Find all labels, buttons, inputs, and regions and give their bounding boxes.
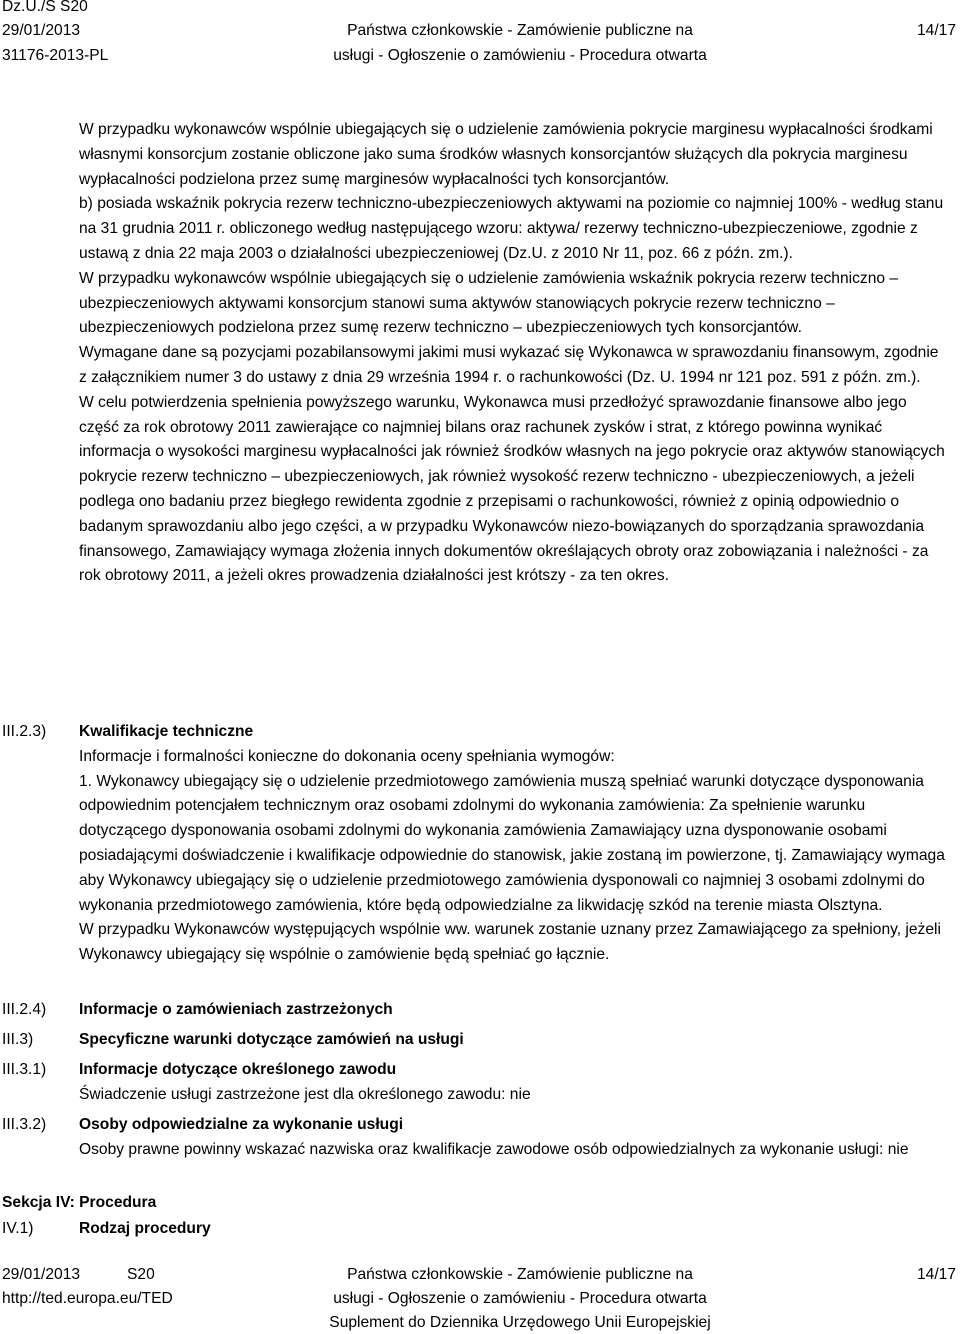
paragraph: Świadczenie usługi zastrzeżone jest dla określonego zawodu: nie — [79, 1085, 531, 1103]
header-title-line1: Państwa członkowskie - Zamówienie publiczne na — [347, 22, 693, 39]
section-profession — [79, 1058, 945, 1108]
section-number: III.3) — [2, 1031, 34, 1048]
footer-page-number: 14/17 — [916, 1266, 956, 1283]
section-number: III.3.1) — [2, 1061, 47, 1078]
header-notice-id: 31176-2013-PL — [2, 47, 109, 64]
header-date: 29/01/2013 — [2, 22, 81, 39]
footer-supplement: Suplement do Dziennika Urzędowego Unii Europejskiej — [329, 1314, 711, 1331]
section-title: Informacje o zamówieniach zastrzeżonych — [79, 1001, 393, 1018]
paragraph: Osoby prawne powinny wskazać nazwiska oraz kwalifikacje zawodowe osób odpowiedzialnych za wykonanie usługi: nie — [79, 1140, 909, 1158]
section-title: Kwalifikacje techniczne — [79, 723, 254, 740]
section-title: Informacje dotyczące określonego zawodu — [79, 1061, 397, 1078]
section-staff-responsible — [79, 1113, 945, 1163]
footer-url-link[interactable]: http://ted.europa.eu/TED — [2, 1290, 173, 1307]
section-title: Osoby odpowiedzialne za wykonanie usługi — [79, 1116, 404, 1133]
section-number: IV.1) — [2, 1220, 34, 1237]
footer-series: S20 — [127, 1266, 155, 1283]
paragraph: Informacje i formalności konieczne do dokonania oceny spełniania wymogów: — [79, 747, 615, 765]
paragraph: Wymagane dane są pozycjami pozabilansowymi jakimi musi wykazać się Wykonawca w sprawozdaniu finansowym, zgodnie z załącznikiem numer 3 do ustawy z dnia 29 września 1994 r. o rachunkowości (Dz. U. 1994 nr 121 poz. 591 z późn. zm.). — [79, 344, 939, 386]
section-title: Specyficzne warunki dotyczące zamówień na usługi — [79, 1031, 464, 1048]
paragraph: 1. Wykonawcy ubiegający się o udzielenie przedmiotowego zamówienia muszą spełniać warunki dotyczące dysponowania odpowiednim potencjałem technicznym oraz osobami zdolnymi do wykonania zamówienia: Za spełnienie warunku dotyczącego dysponowania osobami zdolnymi do wykonania zamówienia Zamawiający uzna dysponowanie osobami posiadającymi doświadczenie i kwalifikacje odpowiednie do stanowisk, jakie zostaną im powierzone, tj. Zamawiający wymaga aby Wykonawcy ubiegający się o udzielenie przedmiotowego zamówienia dysponowali co najmniej 3 osobami zdolnymi do wykonania przedmiotowego zamówienia, które będą odpowiedzialne za likwidację szkód na terenie miasta Olsztyna. — [79, 772, 945, 914]
footer-title-line2: usługi - Ogłoszenie o zamówieniu - Procedura otwarta — [333, 1290, 707, 1307]
paragraph: W przypadku wykonawców wspólnie ubiegających się o udzielenie zamówienia wskaźnik pokrycia rezerw techniczno – ubezpieczeniowych aktywami konsorcjum stanowi suma aktywów stanowiących pokrycie rezerw techniczno – ubezpieczeniowych podzielona przez sumę rezerw techniczno – ubezpieczeniowych tych konsorcjantów. — [79, 269, 899, 337]
paragraph: b) posiada wskaźnik pokrycia rezerw techniczno-ubezpieczeniowych aktywami na poziomie co najmniej 100% - według stanu na 31 grudnia 2011 r. obliczonego według następującego wzoru: aktywa/ rezerwy techniczno-ubezpieczeniowe, zgodnie z ustawą z dnia 22 maja 2003 o działalności ubezpieczeniowej (Dz.U. z 2010 Nr 11, poz. 66 z późn. zm.). — [79, 195, 944, 262]
section-number: III.2.4) — [2, 1001, 47, 1018]
header-title-line2: usługi - Ogłoszenie o zamówieniu - Procedura otwarta — [333, 47, 707, 64]
header-page-number: 14/17 — [916, 22, 956, 39]
section-iv-title: Sekcja IV: Procedura — [2, 1194, 157, 1211]
header-journal-ref: Dz.U./S S20 — [2, 0, 88, 15]
footer-date: 29/01/2013 — [2, 1266, 81, 1283]
section-title: Rodzaj procedury — [79, 1220, 211, 1237]
section-number: III.2.3) — [2, 723, 47, 740]
paragraph: W przypadku Wykonawców występujących wspólnie ww. warunek zostanie uznany przez Zamawiającego za spełniony, jeżeli Wykonawcy ubiegający się wspólnie o zamówienie będą spełniać go łącznie. — [79, 921, 941, 964]
section-technical-capacity — [79, 720, 945, 968]
financial-conditions-block — [79, 118, 945, 589]
paragraph: W celu potwierdzenia spełnienia powyższego warunku, Wykonawca musi przedłożyć sprawozdanie finansowe albo jego część za rok obrotowy 2011 zawierające co najmniej bilans oraz rachunek zysków i strat, z którego powinna wynikać informacja o wysokości marginesu wypłacalności jak również środków własnych na jego pokrycie oraz aktywów stanowiących pokrycie rezerw techniczno – ubezpieczeniowych, jak również wysokość rezerw techniczno - ubezpieczeniowych, a jeżeli podlega ono badaniu przez biegłego rewidenta zgodnie z przepisami o rachunkowości, również z opinią odpowiednio o badanym sprawozdaniu albo jego części, a w przypadku Wykonawców niezo-bowiązanych do sporządzania sprawozdania finansowego, Zamawiający wymaga złożenia innych dokumentów określających obroty oraz zobowiązania i należności - za rok obrotowy 2011, a jeżeli okres prowadzenia działalności jest krótszy - za ten okres. — [79, 393, 945, 585]
paragraph: W przypadku wykonawców wspólnie ubiegających się o udzielenie zamówienia pokrycie marginesu wypłacalności środkami własnymi konsorcjum zostanie obliczone jako suma środków własnych konsorcjantów służących dla pokrycia marginesu wypłacalności podzielona przez sumę marginesów wypłacalności tych konsorcjantów. — [79, 121, 933, 188]
section-number: III.3.2) — [2, 1116, 47, 1133]
footer-title-line1: Państwa członkowskie - Zamówienie publiczne na — [347, 1266, 693, 1283]
